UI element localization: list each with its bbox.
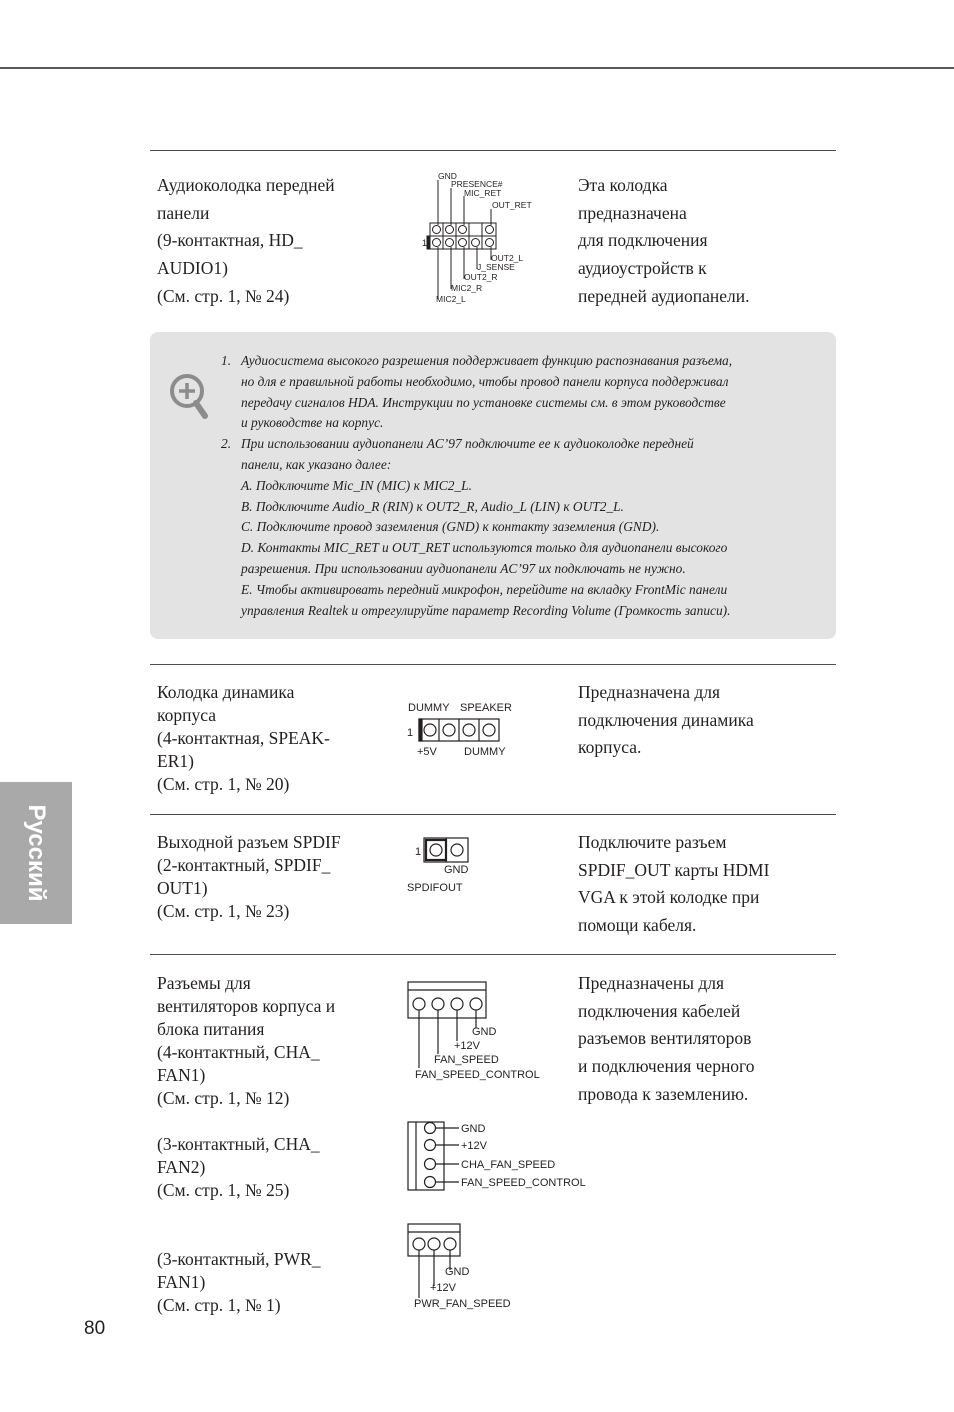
hd-audio-pin-diagram: [420, 168, 535, 308]
text-line: корпуса: [157, 705, 216, 725]
text-line: панели: [157, 202, 210, 223]
text-line: Колодка динамика: [157, 682, 295, 702]
cha2-label-fan-speed-control: FAN_SPEED_CONTROL: [461, 1177, 586, 1189]
text-line: (4-контактный, CHA_: [157, 1042, 320, 1062]
text-line: корпуса.: [578, 737, 642, 758]
text-line: (См. стр. 1, № 23): [157, 901, 290, 921]
section-divider: [150, 664, 836, 665]
text-line: SPDIF_OUT карты HDMI: [578, 859, 770, 880]
text-line: (3-контактный, CHA_: [157, 1134, 320, 1154]
text-line: FAN1): [157, 1272, 206, 1292]
text-line: (См. стр. 1, № 25): [157, 1180, 290, 1200]
pwr-label-pwr-fan-speed: PWR_FAN_SPEED: [414, 1298, 511, 1310]
cha-fan2-pin-diagram: [404, 1118, 604, 1194]
text-line: блока питания: [157, 1019, 265, 1039]
note-item: [221, 434, 732, 621]
speaker-pin-diagram: [404, 698, 529, 764]
text-line: (9-контактная, HD_: [157, 230, 303, 251]
spdif-label-gnd: GND: [444, 864, 469, 876]
note-line: панели, как указано далее:: [241, 456, 392, 472]
text-line: AUDIO1): [157, 258, 228, 279]
pin-one-label: 1: [407, 727, 414, 739]
pin-label-out2-l: OUT2_L: [491, 253, 524, 263]
note-line: D. Контакты MIC_RET и OUT_RET используются только для аудиопанели высокого: [241, 540, 728, 556]
text-line: Предназначена для: [578, 682, 721, 702]
page-number: 80: [84, 1318, 106, 1339]
text-line: разъемов вентиляторов: [578, 1028, 752, 1049]
pin-label-gnd: GND: [438, 171, 457, 181]
pin-label-j-sense: J_SENSE: [477, 262, 515, 272]
magnifier-icon: [168, 372, 210, 420]
section-divider: [150, 954, 836, 955]
note-line: При использовании аудиопанели AC’97 подключите ее к аудиоколодке передней: [241, 436, 694, 452]
cha-fan1-header-title: [157, 972, 335, 1110]
text-line: Эта колодка: [578, 175, 668, 195]
note-number: 2.: [221, 436, 232, 452]
text-line: передней аудиопанели.: [578, 285, 750, 306]
note-line: B. Подключите Audio_R (RIN) к OUT2_R, Audio_L (LIN) к OUT2_L.: [241, 498, 624, 514]
text-line: помощи кабеля.: [578, 915, 697, 936]
spdif-pin-diagram: [404, 834, 484, 898]
pin-label-presence: PRESENCE#: [451, 179, 503, 189]
note-item: [221, 351, 732, 434]
pin-one-label: 1: [415, 846, 422, 858]
text-line: (4-контактная, SPEAK-: [157, 728, 330, 748]
note-number: 1.: [221, 353, 232, 368]
text-line: (3-контактный, PWR_: [157, 1249, 321, 1269]
text-line: (См. стр. 1, № 20): [157, 774, 290, 794]
note-line: E. Чтобы активировать передний микрофон, перейдите на вкладку FrontMic панели: [241, 581, 728, 597]
language-tab-label: Русский: [23, 804, 50, 902]
spdif-header-title: [157, 831, 341, 923]
note-line: и руководстве на корпус.: [241, 415, 384, 431]
pin-label-out2-r: OUT2_R: [464, 272, 498, 282]
text-line: вентиляторов корпуса и: [157, 996, 336, 1016]
text-line: VGA к этой колодке при: [578, 887, 760, 908]
audio-header-title: [157, 172, 335, 311]
text-line: подключения кабелей: [578, 1000, 741, 1021]
text-line: Аудиоколодка передней: [157, 175, 335, 195]
section-divider: [150, 814, 836, 815]
note-line: но для е правильной работы необходимо, чтобы провод панели корпуса поддерживал: [241, 373, 729, 389]
text-line: (2-контактный, SPDIF_: [157, 855, 331, 875]
cha2-label-cha-fan-speed: CHA_FAN_SPEED: [461, 1159, 556, 1171]
text-line: Подключите разъем: [578, 832, 727, 852]
text-line: Выходной разъем SPDIF: [157, 832, 341, 852]
cha1-label-fan-speed: FAN_SPEED: [434, 1054, 499, 1066]
cha-fan1-pin-diagram: [404, 978, 564, 1084]
text-line: подключения динамика: [578, 709, 754, 730]
speaker-description: [578, 679, 754, 762]
text-line: FAN2): [157, 1157, 206, 1177]
cha1-label-fan-speed-control: FAN_SPEED_CONTROL: [415, 1069, 540, 1081]
text-line: (См. стр. 1, № 12): [157, 1088, 290, 1108]
pwr-fan1-pin-diagram: [404, 1220, 534, 1312]
pin-label-mic-ret: MIC_RET: [464, 188, 502, 198]
text-line: провода к заземлению.: [578, 1083, 749, 1104]
top-rule: [0, 67, 954, 69]
fan-description: [578, 970, 755, 1109]
text-line: аудиоустройств к: [578, 258, 707, 279]
text-line: FAN1): [157, 1065, 206, 1085]
text-line: и подключения черного: [578, 1056, 755, 1077]
cha1-label-gnd: GND: [472, 1026, 497, 1038]
text-line: для подключения: [578, 230, 708, 251]
speaker-label-5v: +5V: [417, 746, 437, 758]
text-line: Разъемы для: [157, 973, 251, 993]
pin-label-out-ret: OUT_RET: [492, 200, 532, 210]
note-line: управления Realtek и отрегулируйте параметр Recording Volume (Громкость записи).: [241, 602, 731, 618]
note-list: [221, 351, 732, 621]
spdif-label-spdifout: SPDIFOUT: [407, 882, 463, 894]
text-line: Предназначены для: [578, 973, 725, 993]
cha2-label-12v: +12V: [461, 1140, 487, 1152]
cha1-label-12v: +12V: [454, 1040, 480, 1052]
pin-label-mic2-r: MIC2_R: [451, 283, 483, 293]
note-line: A. Подключите Mic_IN (MIC) к MIC2_L.: [241, 477, 472, 493]
pwr-label-gnd: GND: [445, 1266, 470, 1278]
note-line: разрешения. При использовании аудиопанели AC’97 их подключать не нужно.: [241, 560, 686, 576]
speaker-label-speaker: SPEAKER: [460, 702, 512, 714]
spdif-description: [578, 829, 769, 940]
note-line: передачу сигналов HDA. Инструкции по установке системы см. в этом руководстве: [241, 394, 726, 410]
speaker-label-dummy-top: DUMMY: [408, 702, 450, 714]
note-line: C. Подключите провод заземления (GND) к контакту заземления (GND).: [241, 519, 660, 535]
cha-fan2-header-title: [157, 1133, 320, 1202]
cha2-label-gnd: GND: [461, 1123, 486, 1135]
text-line: (См. стр. 1, № 24): [157, 285, 290, 306]
section-divider: [150, 150, 836, 151]
text-line: (См. стр. 1, № 1): [157, 1295, 281, 1315]
speaker-header-title: [157, 681, 330, 796]
text-line: предназначена: [578, 202, 687, 223]
text-line: OUT1): [157, 878, 208, 898]
pwr-label-12v: +12V: [430, 1282, 456, 1294]
pwr-fan1-header-title: [157, 1248, 321, 1317]
note-line: Аудиосистема высокого разрешения поддерживает функцию распознавания разъема,: [241, 353, 733, 368]
pin-label-mic2-l: MIC2_L: [436, 294, 466, 304]
speaker-label-dummy-bottom: DUMMY: [464, 746, 506, 758]
audio-description: [578, 172, 749, 311]
language-side-tab: [0, 782, 72, 924]
text-line: ER1): [157, 751, 194, 771]
pin-one-label: 1: [422, 238, 428, 248]
